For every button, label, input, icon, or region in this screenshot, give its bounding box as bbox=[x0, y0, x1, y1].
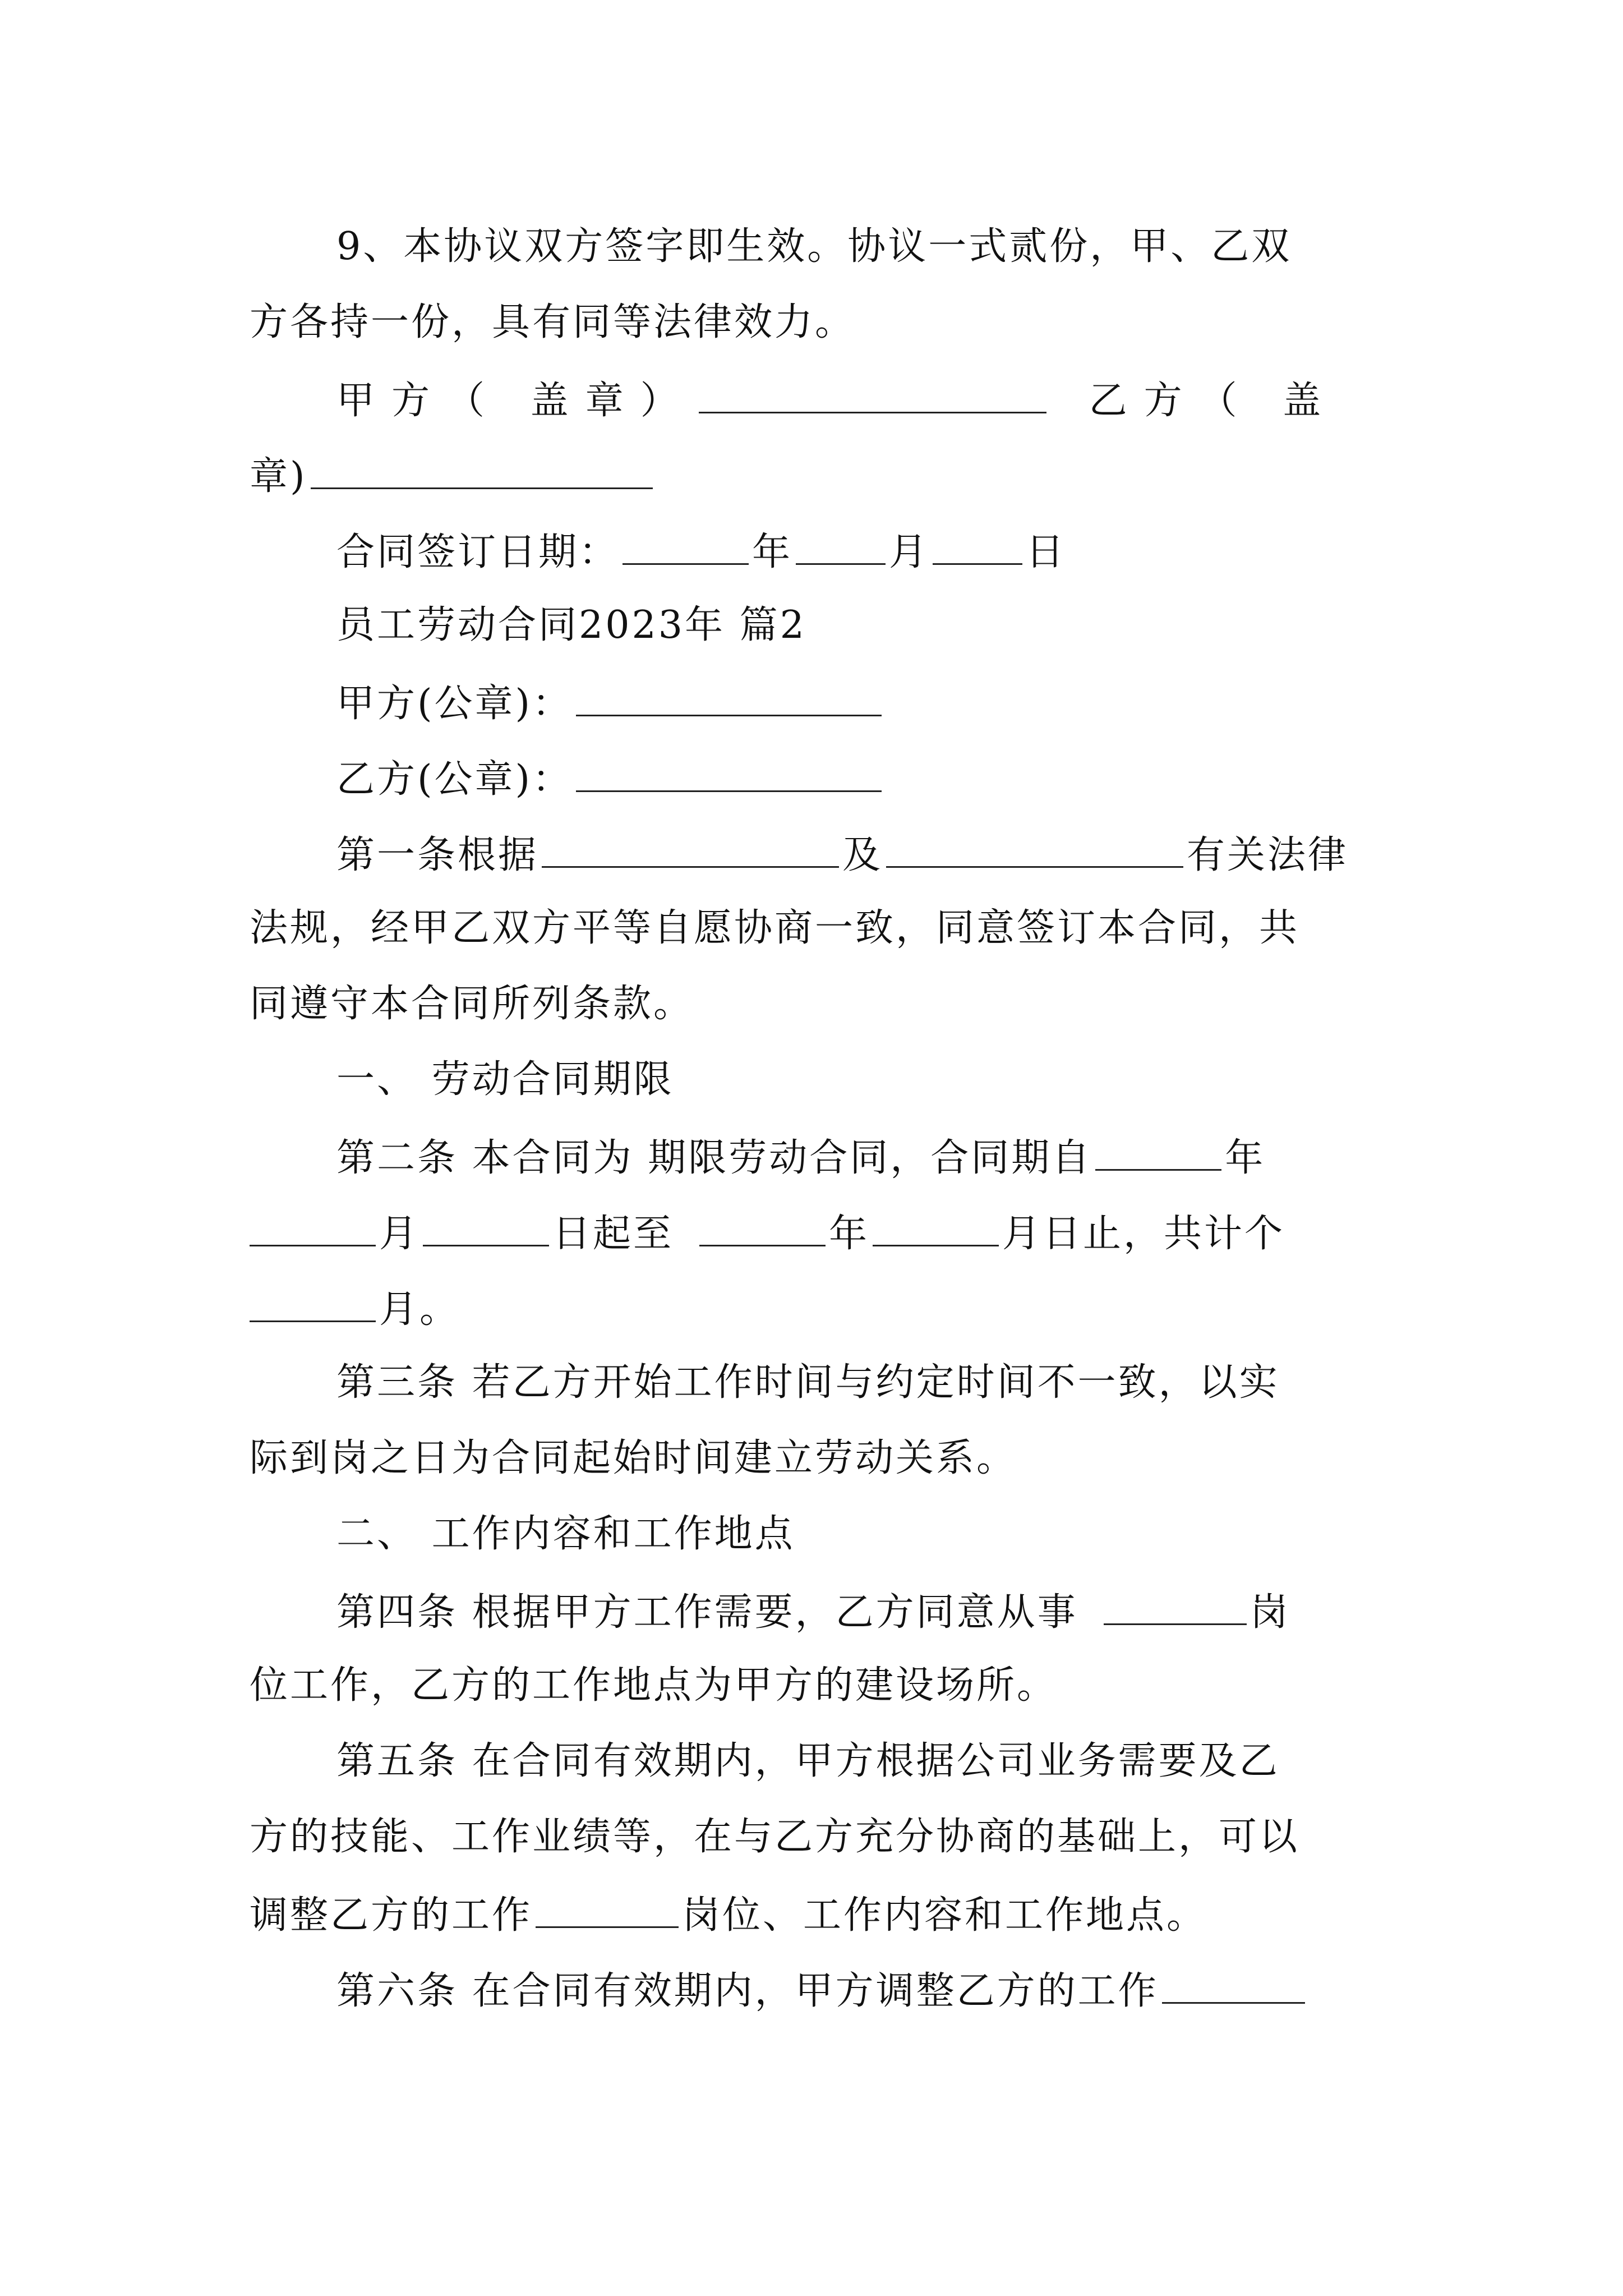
party-a-line bbox=[336, 679, 1377, 726]
article-line bbox=[250, 1890, 1377, 1938]
text: 有关法律 bbox=[1187, 833, 1349, 877]
article-line bbox=[336, 1588, 1377, 1635]
text: 年 bbox=[1225, 1136, 1266, 1180]
blank-field bbox=[423, 1209, 549, 1246]
heading-text: 员工劳动合同2023年 篇2 bbox=[336, 603, 806, 647]
article-line bbox=[336, 830, 1377, 878]
blank-field bbox=[873, 1209, 999, 1246]
signature-line-cont bbox=[250, 452, 1377, 499]
blank-field bbox=[1162, 1966, 1305, 2004]
text: 第三条 若乙方开始工作时间与约定时间不一致，以实 bbox=[336, 1360, 1280, 1405]
blank-field bbox=[250, 1209, 376, 1246]
blank-field bbox=[699, 376, 1046, 413]
text: 第一条根据 bbox=[336, 833, 539, 877]
blank-field bbox=[576, 679, 882, 716]
text: 法规，经甲乙双方平等自愿协商一致，同意签订本合同，共 bbox=[250, 906, 1300, 950]
blank-field bbox=[1104, 1588, 1247, 1625]
party-b-line bbox=[336, 754, 1377, 802]
text: 甲方(公章)： bbox=[336, 682, 573, 726]
section-heading bbox=[336, 1057, 1377, 1102]
text: 乙方(公章)： bbox=[336, 757, 573, 802]
blank-field bbox=[796, 527, 886, 565]
sign-date-line bbox=[336, 527, 1377, 575]
paragraph-line bbox=[250, 300, 1377, 345]
text: 日起至 bbox=[552, 1212, 674, 1256]
text: 年 bbox=[752, 530, 793, 574]
party-a-seal-label: 甲方（ 盖章） bbox=[336, 379, 695, 423]
text: 9、本协议双方签字即生效。协议一式贰份，甲、乙双 bbox=[336, 224, 1292, 269]
section-heading bbox=[336, 1512, 1377, 1557]
heading-text: 一、 劳动合同期限 bbox=[336, 1057, 674, 1102]
text: 岗 bbox=[1249, 1590, 1290, 1635]
text: 月 bbox=[889, 530, 930, 574]
text: 第六条 在合同有效期内，甲方调整乙方的工作 bbox=[336, 1969, 1159, 2013]
blank-field bbox=[576, 754, 882, 792]
party-b-seal-label: 乙方（ 盖 bbox=[1089, 379, 1338, 423]
signature-line bbox=[336, 376, 1377, 424]
text: 第五条 在合同有效期内，甲方根据公司业务需要及乙 bbox=[336, 1739, 1280, 1783]
text: 第二条 本合同为 期限劳动合同，合同期自 bbox=[336, 1136, 1092, 1180]
paragraph-line bbox=[336, 1360, 1377, 1405]
text: 岗位、工作内容和工作地点。 bbox=[682, 1893, 1207, 1938]
text: 章) bbox=[250, 454, 307, 499]
text: 同遵守本合同所列条款。 bbox=[250, 982, 694, 1026]
text: 位工作，乙方的工作地点为甲方的建设场所。 bbox=[250, 1663, 1058, 1708]
paragraph-line bbox=[250, 1815, 1377, 1860]
date-label: 合同签订日期： bbox=[336, 530, 620, 574]
paragraph-line bbox=[336, 224, 1377, 269]
section-heading bbox=[336, 603, 1377, 648]
paragraph-line bbox=[336, 1739, 1377, 1784]
article-line bbox=[250, 1209, 1377, 1257]
text: 方的技能、工作业绩等，在与乙方充分协商的基础上，可以 bbox=[250, 1815, 1300, 1859]
text: 方各持一份，具有同等法律效力。 bbox=[250, 300, 856, 344]
blank-field bbox=[699, 1209, 826, 1246]
article-line bbox=[250, 1285, 1377, 1332]
blank-field bbox=[542, 830, 839, 868]
article-line bbox=[336, 1133, 1377, 1181]
blank-field bbox=[623, 527, 749, 565]
blank-field bbox=[311, 452, 653, 489]
text: 年 bbox=[829, 1212, 870, 1256]
text: 月 bbox=[379, 1212, 420, 1256]
text: 月日止，共计个 bbox=[1002, 1212, 1285, 1256]
blank-field bbox=[933, 527, 1022, 565]
paragraph-line bbox=[250, 906, 1377, 951]
text: 及 bbox=[842, 833, 883, 877]
text: 际到岗之日为合同起始时间建立劳动关系。 bbox=[250, 1436, 1017, 1480]
text: 月。 bbox=[379, 1287, 460, 1332]
text: 调整乙方的工作 bbox=[250, 1893, 533, 1938]
paragraph-line bbox=[250, 982, 1377, 1027]
blank-field bbox=[250, 1285, 376, 1322]
blank-field bbox=[886, 830, 1183, 868]
paragraph-line bbox=[250, 1436, 1377, 1481]
article-line bbox=[336, 1966, 1377, 2014]
heading-text: 二、 工作内容和工作地点 bbox=[336, 1512, 795, 1556]
blank-field bbox=[1095, 1133, 1221, 1171]
text: 第四条 根据甲方工作需要，乙方同意从事 bbox=[336, 1590, 1078, 1635]
blank-field bbox=[536, 1890, 679, 1928]
text: 日 bbox=[1026, 530, 1067, 574]
paragraph-line bbox=[250, 1663, 1377, 1708]
